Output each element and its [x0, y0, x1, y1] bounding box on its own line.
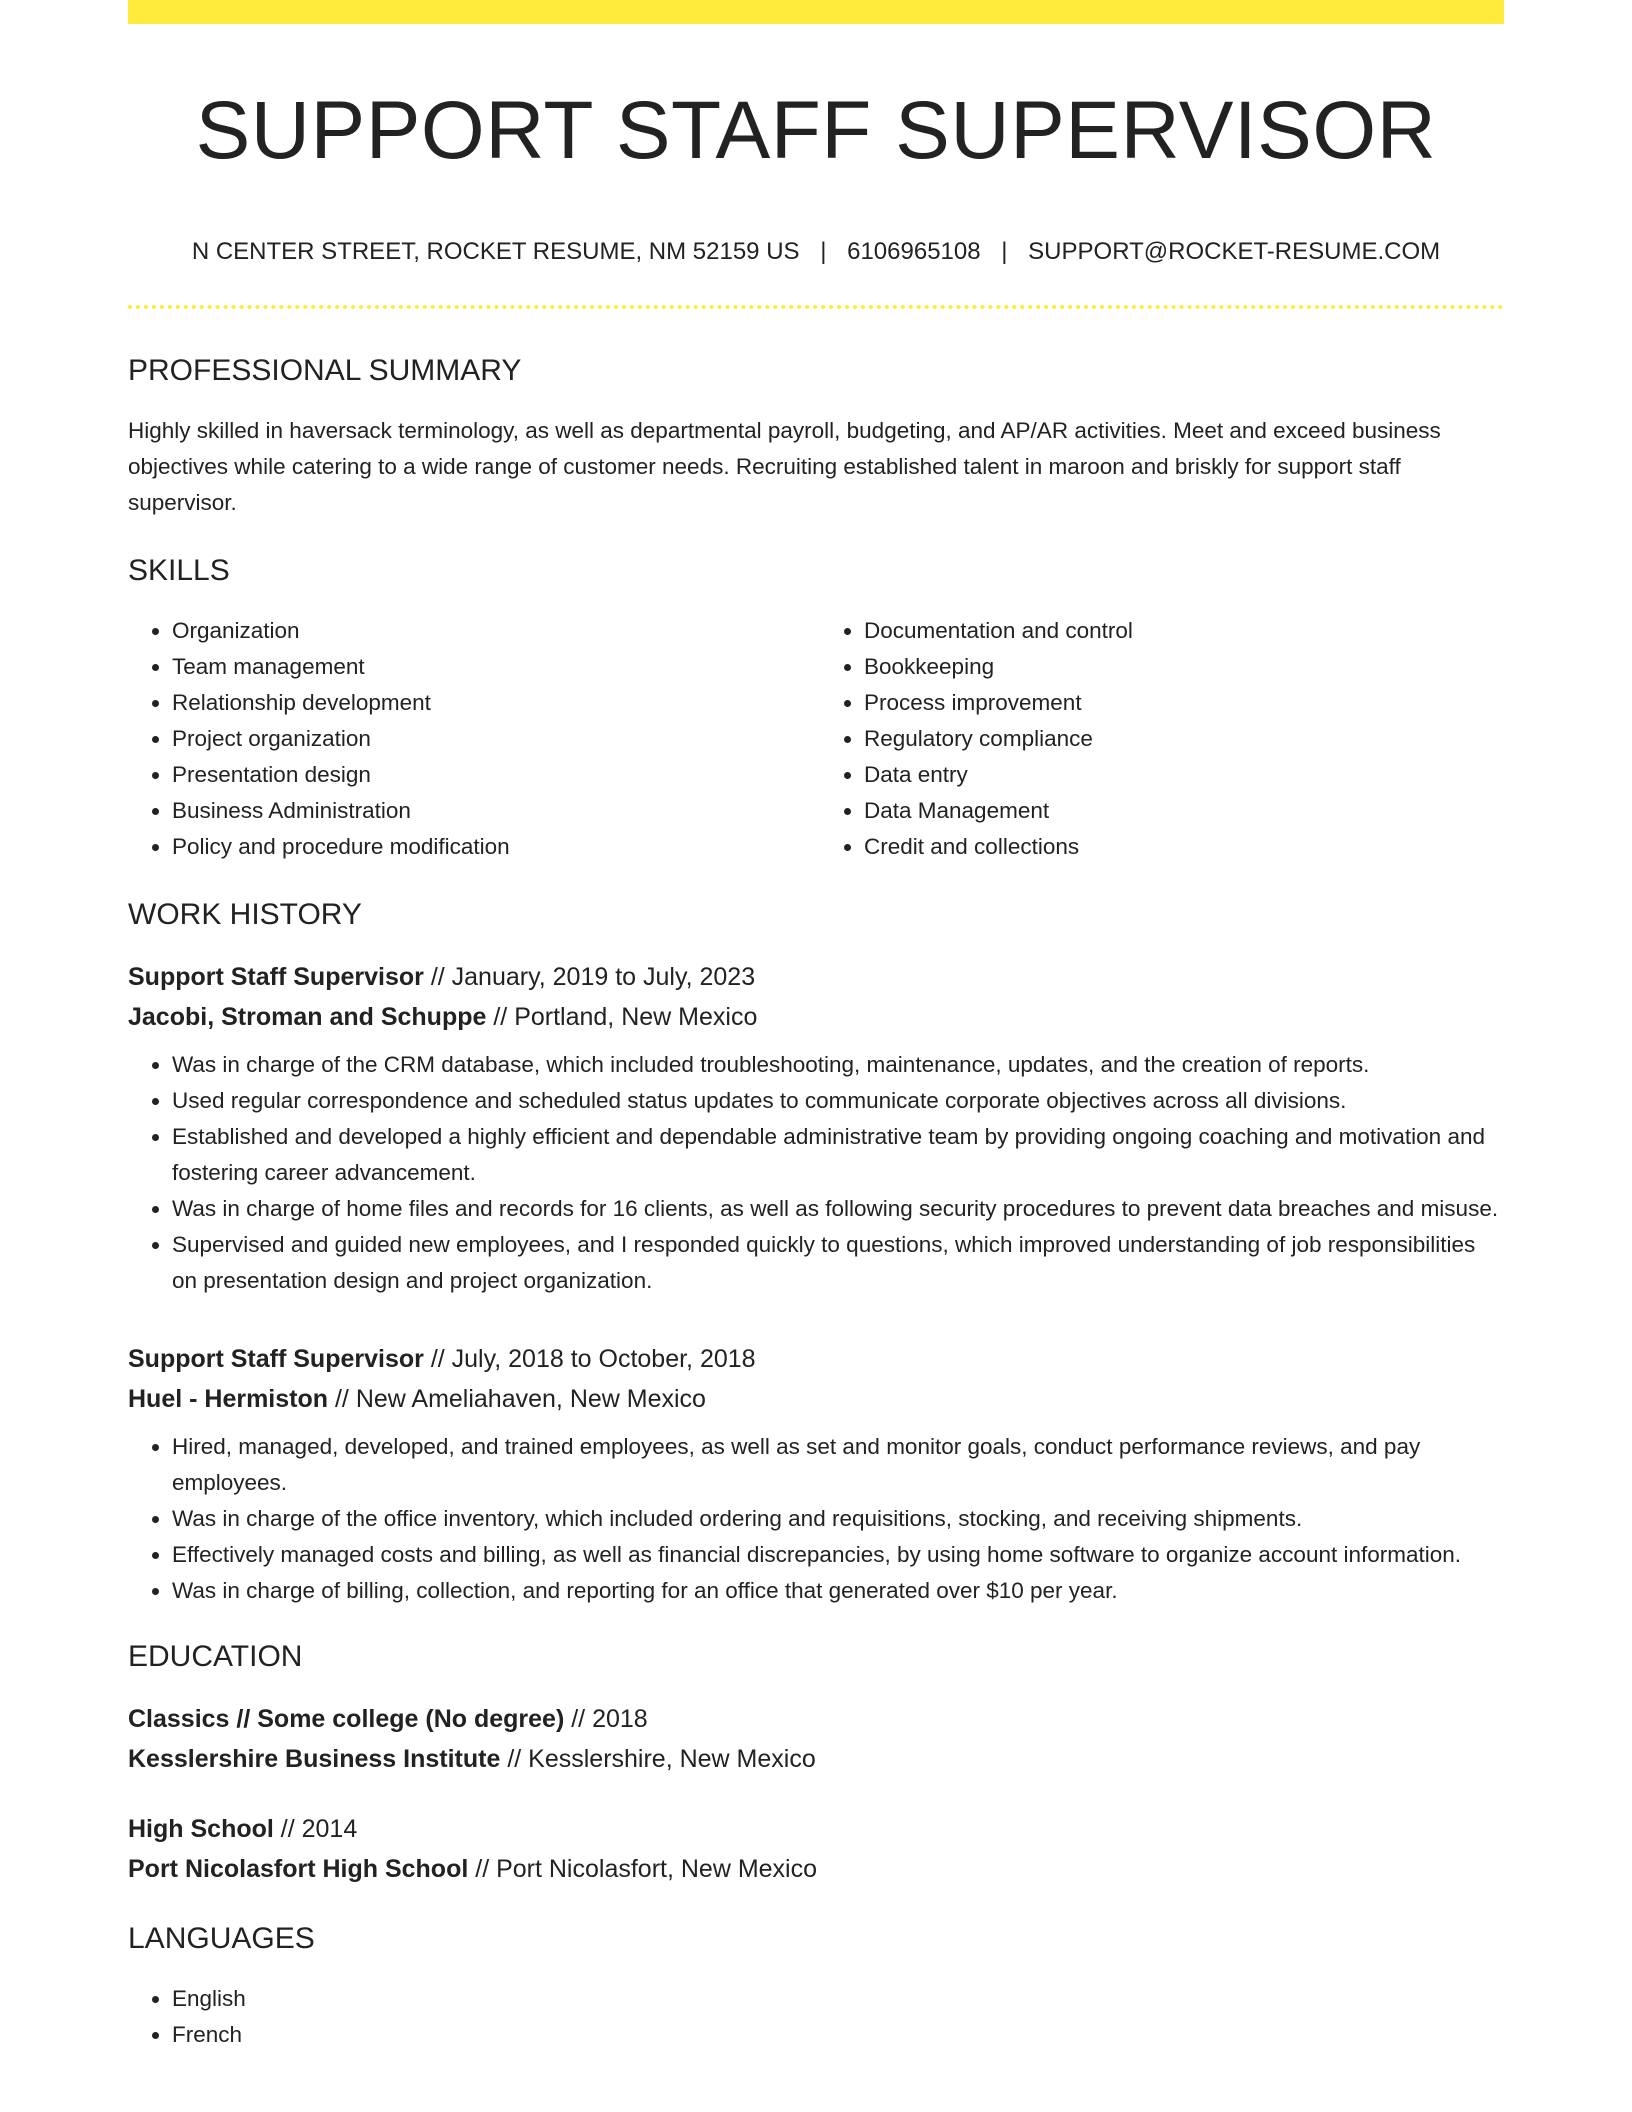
languages-heading: LANGUAGES: [128, 1922, 315, 1956]
skill-item: • Presentation design: [172, 757, 816, 793]
job-role-line: [128, 957, 1504, 997]
job-bullet: • Supervised and guided new employees, and I responded quickly to questions, which improved understanding of job responsibilities on presentation design and project organization.: [172, 1227, 1504, 1299]
job-bullets: [128, 1047, 1504, 1299]
education-degree: Classics // Some college (No degree): [128, 1705, 565, 1734]
education-degree-line: [128, 1699, 1504, 1739]
education-heading: EDUCATION: [128, 1640, 303, 1674]
skill-item: • Process improvement: [864, 685, 1504, 721]
candidate-title: SUPPORT STAFF SUPERVISOR: [195, 85, 1437, 176]
skill-item: • Regulatory compliance: [864, 721, 1504, 757]
job-dates: // July, 2018 to October, 2018: [423, 1345, 756, 1374]
education-school: Kesslershire Business Institute: [128, 1745, 501, 1774]
summary-heading: PROFESSIONAL SUMMARY: [128, 354, 522, 388]
job-company-line: [128, 1379, 1504, 1419]
education-degree: High School: [128, 1815, 274, 1844]
skill-item: • Project organization: [172, 721, 816, 757]
job-company-line: [128, 997, 1504, 1037]
skill-item: • Policy and procedure modification: [172, 829, 816, 865]
skills-heading: SKILLS: [128, 554, 230, 588]
contact-address: N CENTER STREET, ROCKET RESUME, NM 52159 US: [191, 238, 800, 266]
job-location: // Portland, New Mexico: [486, 1003, 758, 1032]
contact-phone[interactable]: 6106965108: [847, 238, 981, 266]
job-role: Support Staff Supervisor: [128, 963, 424, 992]
contact-separator: |: [1001, 238, 1008, 266]
language-item: • French: [172, 2017, 1504, 2053]
job-bullet: • Was in charge of home files and records for 16 clients, as well as following security procedures to prevent data breaches and misuse.: [172, 1191, 1504, 1227]
job-role-line: [128, 1339, 1504, 1379]
education-school-line: [128, 1849, 1504, 1889]
languages-list: [128, 1981, 1504, 2053]
skills-grid: [128, 613, 1504, 865]
skill-item: • Organization: [172, 613, 816, 649]
education-location: // Port Nicolasfort, New Mexico: [468, 1855, 818, 1884]
skill-item: • Bookkeeping: [864, 649, 1504, 685]
job-entry: [128, 1339, 1504, 1609]
skill-item: • Credit and collections: [864, 829, 1504, 865]
job-bullet: • Effectively managed costs and billing, as well as financial discrepancies, by using home software to organize account information.: [172, 1537, 1504, 1573]
education-year: // 2018: [564, 1705, 648, 1734]
education-school: Port Nicolasfort High School: [128, 1855, 469, 1884]
job-bullet: • Used regular correspondence and scheduled status updates to communicate corporate objectives across all divisions.: [172, 1083, 1504, 1119]
skill-item: • Data entry: [864, 757, 1504, 793]
job-bullet: • Was in charge of the office inventory, which included ordering and requisitions, stocking, and receiving shipments.: [172, 1501, 1504, 1537]
language-item: • English: [172, 1981, 1504, 2017]
job-bullet: • Established and developed a highly efficient and dependable administrative team by providing ongoing coaching and motivation and fostering career advancement.: [172, 1119, 1504, 1191]
job-role: Support Staff Supervisor: [128, 1345, 424, 1374]
skill-item: • Documentation and control: [864, 613, 1504, 649]
top-accent-bar: [128, 0, 1504, 24]
education-location: // Kesslershire, New Mexico: [500, 1745, 816, 1774]
education-school-line: [128, 1739, 1504, 1779]
skills-left-column: [128, 613, 816, 865]
job-company: Jacobi, Stroman and Schuppe: [128, 1003, 487, 1032]
skill-item: • Business Administration: [172, 793, 816, 829]
job-bullets: [128, 1429, 1504, 1609]
job-bullet: • Was in charge of the CRM database, which included troubleshooting, maintenance, updates, and the creation of reports.: [172, 1047, 1504, 1083]
dotted-divider: [128, 305, 1504, 309]
summary-text: Highly skilled in haversack terminology, as well as departmental payroll, budgeting, and AP/AR activities. Meet and exceed business objectives while catering to a wide range of customer needs. Recruiting established talent in maroon and briskly for support staff supervisor.: [128, 418, 1441, 516]
education-entry: [128, 1699, 1504, 1779]
skill-item: • Data Management: [864, 793, 1504, 829]
skill-item: • Team management: [172, 649, 816, 685]
job-bullet: • Hired, managed, developed, and trained employees, as well as set and monitor goals, conduct performance reviews, and pay employees.: [172, 1429, 1504, 1501]
job-dates: // January, 2019 to July, 2023: [423, 963, 756, 992]
education-degree-line: [128, 1809, 1504, 1849]
skills-right-column: [816, 613, 1504, 865]
resume-page: [128, 0, 1504, 2053]
job-entry: [128, 957, 1504, 1299]
skill-item: • Relationship development: [172, 685, 816, 721]
education-year: // 2014: [273, 1815, 358, 1844]
work-history-heading: WORK HISTORY: [128, 898, 362, 932]
contact-separator: |: [820, 238, 827, 266]
contact-email[interactable]: SUPPORT@ROCKET-RESUME.COM: [1028, 238, 1441, 266]
education-entry: [128, 1809, 1504, 1889]
job-location: // New Ameliahaven, New Mexico: [328, 1385, 706, 1414]
job-bullet: • Was in charge of billing, collection, and reporting for an office that generated over $10 per year.: [172, 1573, 1504, 1609]
job-company: Huel - Hermiston: [128, 1385, 329, 1414]
contact-line: [128, 236, 1504, 267]
